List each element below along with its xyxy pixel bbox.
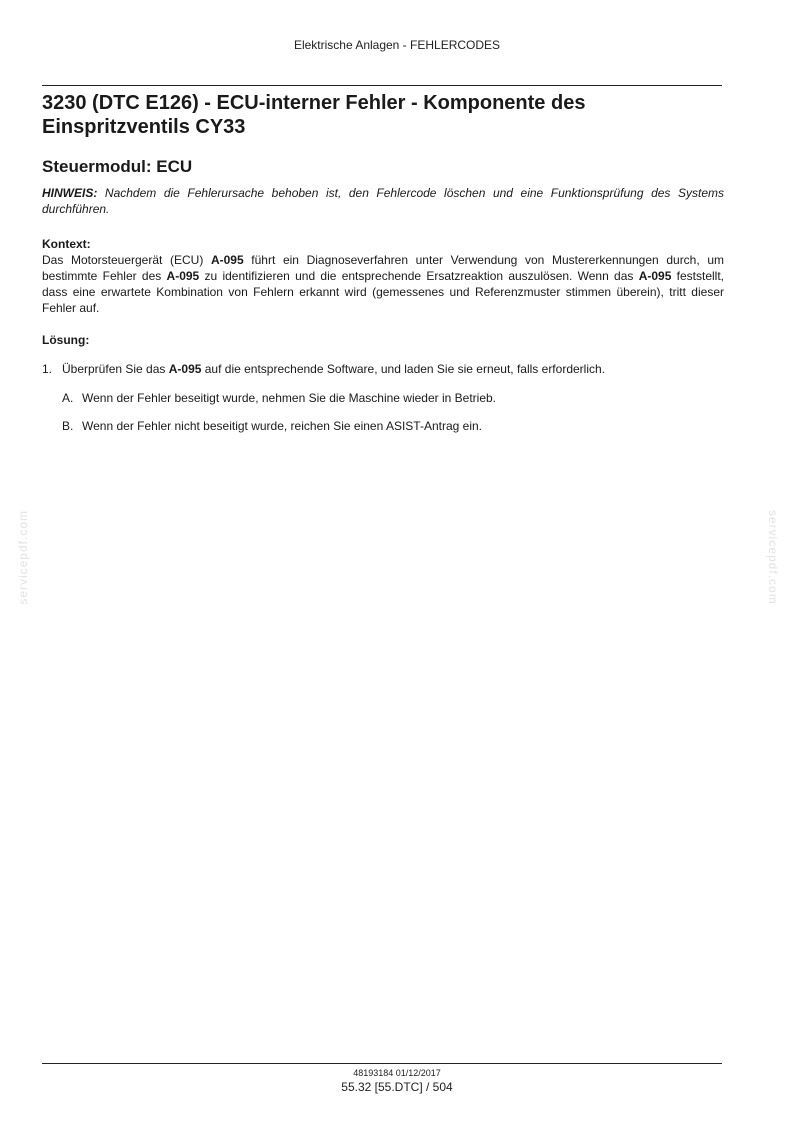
context-paragraph bbox=[42, 252, 724, 316]
substep-letter: A. bbox=[62, 391, 74, 405]
context-text: führt ein Diagnoseverfahren unter Verwendung von Mustererkennungen durch, um bestimmte Fehler des bbox=[42, 253, 725, 283]
header-divider bbox=[42, 85, 722, 86]
substep-letter: B. bbox=[62, 419, 74, 433]
context-text: zu identifizieren und die entsprechende Ersatzreaktion auszulösen. Wenn das bbox=[199, 269, 639, 283]
component-ref: A-095 bbox=[168, 362, 202, 376]
context-text: feststellt, dass eine erwartete Kombination von Fehlern erkannt wird (gemessenes und Referenzmuster stimmen überein), tritt dieser Fehler auf. bbox=[42, 269, 724, 315]
note-paragraph bbox=[42, 185, 724, 217]
solution-step-1 bbox=[42, 361, 605, 377]
note-label: HINWEIS: bbox=[42, 186, 98, 200]
substep-text: Wenn der Fehler nicht beseitigt wurde, reichen Sie einen ASIST-Antrag ein. bbox=[82, 419, 483, 433]
context-text: Das Motorsteuergerät (ECU) bbox=[42, 253, 211, 267]
substep-text: Wenn der Fehler beseitigt wurde, nehmen Sie die Maschine wieder in Betrieb. bbox=[82, 391, 496, 405]
step-number: 1. bbox=[42, 362, 53, 376]
watermark-left: servicepdf.com bbox=[16, 510, 30, 605]
solution-substep-a bbox=[62, 390, 496, 406]
page-title: 3230 (DTC E126) - ECU-interner Fehler - Komponente des Einspritzventils CY33 bbox=[42, 92, 586, 138]
context-label: Kontext: bbox=[42, 237, 91, 251]
page-reference: 55.32 [55.DTC] / 504 bbox=[341, 1080, 453, 1094]
watermark-right: servicepdf.com bbox=[766, 510, 780, 605]
solution-substep-b bbox=[62, 418, 482, 434]
component-ref: A-095 bbox=[638, 269, 672, 283]
note-text: Nachdem die Fehlerursache behoben ist, den Fehlercode löschen und eine Funktionsprüfung des Systems durchführen. bbox=[42, 186, 724, 216]
footer-divider bbox=[42, 1063, 722, 1064]
step-text: Überprüfen Sie das bbox=[62, 362, 169, 376]
control-module-heading: Steuermodul: ECU bbox=[42, 157, 193, 176]
running-header: Elektrische Anlagen - FEHLERCODES bbox=[293, 38, 501, 52]
solution-label: Lösung: bbox=[42, 333, 90, 347]
step-text: auf die entsprechende Software, und laden Sie sie erneut, falls erforderlich. bbox=[201, 362, 605, 376]
document-number: 48193184 01/12/2017 bbox=[353, 1068, 441, 1078]
component-ref: A-095 bbox=[166, 269, 200, 283]
component-ref: A-095 bbox=[210, 253, 244, 267]
